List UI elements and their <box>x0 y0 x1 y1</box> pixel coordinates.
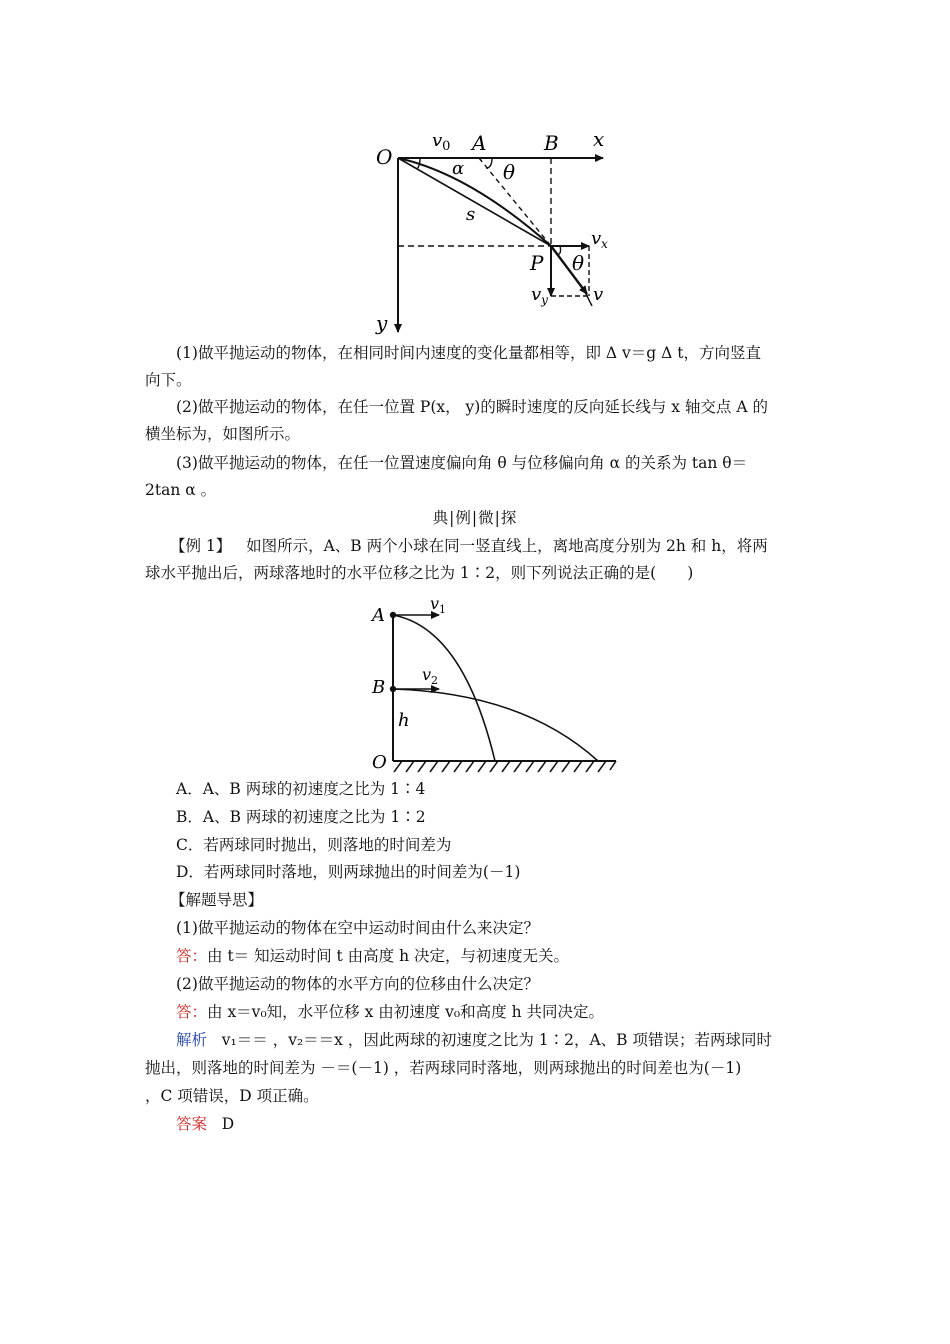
analysis-line-2: 抛出，则落地的时间差为 －＝(－1) ，若两球同时落地，则两球抛出的时间差也为(－1) <box>145 1059 742 1077</box>
label-ball-B: B <box>372 677 386 698</box>
answer-1-text: 由 t＝ 知运动时间 t 由高度 h 决定，与初速度无关。 <box>207 947 570 965</box>
answer-1-label: 答： <box>176 947 208 965</box>
analysis-line-3: ，C 项错误，D 项正确。 <box>145 1087 319 1105</box>
label-origin: O <box>376 145 393 169</box>
label-s: s <box>466 204 476 225</box>
label-A: A <box>472 131 487 155</box>
displacement-s <box>398 158 551 246</box>
analysis-line-1 <box>176 1029 772 1051</box>
analysis-text-1: v₁＝＝ ，v₂＝＝x ，因此两球的初速度之比为 1∶2，A、B 项错误；若两球同时 <box>221 1031 772 1049</box>
label-v: v <box>593 284 604 305</box>
label-y: y <box>376 311 388 335</box>
label-vy: $v_y$ <box>531 284 548 307</box>
label-O: O <box>372 752 387 773</box>
answer-line <box>176 1113 234 1135</box>
label-v2: $v_2$ <box>422 665 439 687</box>
label-B: B <box>544 131 559 155</box>
label-ball-A: A <box>372 605 385 626</box>
two-balls-diagram <box>358 598 623 776</box>
option-d: D．若两球同时落地，则两球抛出的时间差为(－1) <box>176 863 521 881</box>
example-line-1 <box>170 535 768 557</box>
option-a: A．A、B 两球的初速度之比为 1∶4 <box>176 780 426 798</box>
label-theta: θ <box>503 160 516 184</box>
label-v0: $v_0$ <box>432 130 451 154</box>
property-1-line-2: 向下。 <box>145 371 192 389</box>
trajectory-a <box>393 615 495 761</box>
property-1-line-1: (1)做平抛运动的物体，在相同时间内速度的变化量都相等，即 Δ v＝g Δ t，方向竖直 <box>176 344 761 362</box>
guide-answer-2 <box>176 1001 604 1023</box>
label-alpha: α <box>452 158 465 179</box>
projectile-diagram <box>360 118 630 340</box>
label-theta2: θ <box>572 251 585 275</box>
label-x: x <box>593 127 605 151</box>
example-tag: 【例 1】 <box>170 537 232 555</box>
answer-value: D <box>221 1115 235 1133</box>
label-v1: $v_1$ <box>430 598 447 616</box>
theta-arc-a <box>486 158 492 168</box>
guide-title: 【解题导思】 <box>170 891 264 909</box>
example-text-1: 如图所示，A、B 两个小球在同一竖直线上，离地高度分别为 2h 和 h，将两 <box>246 537 768 555</box>
option-c: C．若两球同时抛出，则落地的时间差为 <box>176 836 452 854</box>
answer-2-text: 由 x＝v₀知，水平位移 x 由初速度 v₀和高度 h 共同决定。 <box>207 1003 604 1021</box>
section-title: 典|例|微|探 <box>432 509 518 527</box>
label-h: h <box>398 710 410 731</box>
answer-label: 答案 <box>176 1115 208 1133</box>
property-2-line-1: (2)做平抛运动的物体，在任一位置 P(x， y)的瞬时速度的反向延长线与 x 轴交点 A 的 <box>176 398 768 416</box>
label-vx: $v_x$ <box>591 228 608 251</box>
property-3-line-1: (3)做平抛运动的物体，在任一位置速度偏向角 θ 与位移偏向角 α 的关系为 tan θ＝ <box>176 454 748 472</box>
analysis-label: 解析 <box>176 1031 208 1049</box>
property-2-line-2: 横坐标为，如图所示。 <box>145 425 301 443</box>
guide-question-2: (2)做平抛运动的物体的水平方向的位移由什么决定？ <box>176 975 539 993</box>
trajectory-b <box>393 689 598 761</box>
example-line-2: 球水平抛出后，两球落地时的水平位移之比为 1∶2，则下列说法正确的是( ) <box>145 564 694 582</box>
option-b: B．A、B 两球的初速度之比为 1∶2 <box>176 808 426 826</box>
label-P: P <box>530 251 544 275</box>
answer-2-label: 答： <box>176 1003 208 1021</box>
ground-hatching <box>394 761 616 772</box>
guide-answer-1 <box>176 945 569 967</box>
property-3-line-2: 2tan α 。 <box>145 481 217 499</box>
guide-question-1: (1)做平抛运动的物体在空中运动时间由什么来决定？ <box>176 919 539 937</box>
